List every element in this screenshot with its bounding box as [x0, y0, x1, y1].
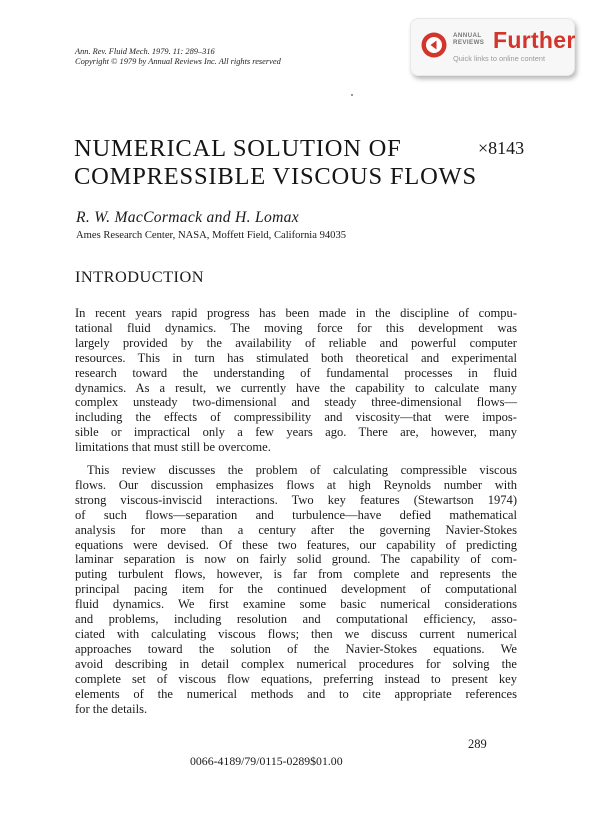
text-line: resources. This in turn has stimulated both theoretical and experimental — [75, 350, 517, 365]
text-line: analysis for more than a century after the governing Navier-Stokes — [75, 522, 517, 537]
title-line-2: COMPRESSIBLE VISCOUS FLOWS — [74, 163, 477, 190]
author-names: R. W. MacCormack and H. Lomax — [76, 209, 299, 226]
title-line-1: NUMERICAL SOLUTION OF — [74, 135, 402, 162]
banner-reviews-label: REVIEWS — [453, 39, 485, 46]
further-reviews-banner[interactable] — [410, 18, 575, 76]
body-paragraph-1 — [75, 306, 517, 455]
reference-code: ×8143 — [478, 138, 525, 158]
price-code: 0066-4189/79/0115-0289$01.00 — [190, 754, 343, 768]
text-line: including the effects of compressibility and viscosity—that were impos- — [75, 410, 517, 425]
copyright-notice: Copyright © 1979 by Annual Reviews Inc. All rights reserved — [75, 57, 281, 66]
body-paragraph-2 — [75, 463, 517, 716]
journal-citation: Ann. Rev. Fluid Mech. 1979. 11: 289–316 — [75, 47, 215, 56]
text-line: limitations that must still be overcome. — [75, 440, 271, 455]
speck — [351, 94, 353, 96]
text-line: elements of the numerical methods and to cite appropriate references — [75, 686, 517, 701]
text-line: of such flows—separation and turbulence—have defied mathematical — [75, 507, 517, 522]
text-line: tational fluid dynamics. The moving force for this development was — [75, 320, 517, 335]
banner-annual-label: ANNUAL — [453, 32, 482, 39]
page-number: 289 — [468, 737, 487, 751]
text-line: In recent years rapid progress has been made in the discipline of compu- — [75, 306, 517, 320]
banner-tagline: Quick links to online content — [453, 54, 546, 63]
text-line: puting turbulent flows, however, is far from complete and represents the — [75, 567, 517, 582]
text-line: equations were devised. Of these two features, our capability of predicting — [75, 537, 517, 552]
text-line: flows. Our discussion emphasizes flows at high Reynolds number with — [75, 477, 517, 492]
author-affiliation: Ames Research Center, NASA, Moffett Field, California 94035 — [76, 230, 347, 241]
text-line: complex unsteady two-dimensional and steady three-dimensional flows— — [75, 395, 517, 410]
text-line: research toward the understanding of fundamental processes in fluid — [75, 365, 517, 380]
section-heading: INTRODUCTION — [75, 267, 204, 286]
arrow-left-circle-icon — [421, 32, 447, 58]
text-line: principal pacing item for the continued development of computational — [75, 582, 517, 597]
text-line: for the details. — [75, 701, 148, 716]
text-line: strong viscous-inviscid interactions. Two key features (Stewartson 1974) — [75, 492, 517, 507]
text-line: avoid describing in detail complex numerical procedures for solving the — [75, 656, 517, 671]
text-line: dynamics. As a result, we currently have the capability to calculate many — [75, 380, 517, 395]
text-line: fluid dynamics. We first examine some basic numerical considerations — [75, 597, 517, 612]
banner-further-label: Further — [493, 27, 576, 53]
text-line: approaches toward the solution of the Navier-Stokes equations. We — [75, 641, 517, 656]
text-line: This review discusses the problem of calculating compressible viscous — [87, 463, 517, 477]
text-line: largely provided by the availability of reliable and powerful computer — [75, 335, 517, 350]
text-line: ciated with calculating viscous flows; then we discuss current numerical — [75, 626, 517, 641]
article-title — [74, 135, 477, 191]
text-line: laminar separation is now on fairly solid ground. The capability of com- — [75, 552, 517, 567]
text-line: sible or impractical only a few years ago. There are, however, many — [75, 425, 517, 440]
text-line: complete set of viscous flow equations, preferring instead to present key — [75, 671, 517, 686]
text-line: and problems, including resolution and computational efficiency, asso- — [75, 612, 517, 627]
banner-brand — [453, 32, 484, 46]
